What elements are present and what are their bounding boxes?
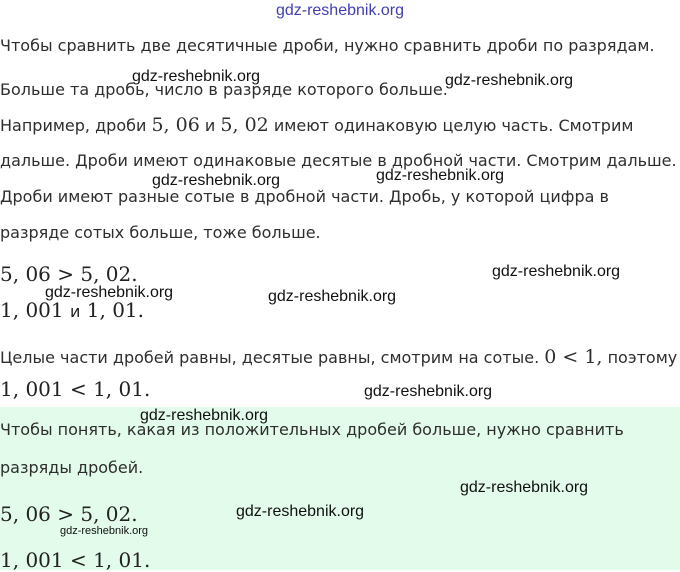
header-watermark: gdz-reshebnik.org (275, 2, 405, 19)
paragraph3-text: Целые части дробей равны, десятые равны, смотрим на сотые. (0, 348, 540, 367)
number-b: 5, 02 (220, 114, 269, 136)
answer-math2: 1, 001 < 1, 01. (0, 548, 151, 572)
paragraph2-line2: дальше. Дроби имеют одинаковые десятые в дробной части. Смотрим дальше. (0, 151, 677, 170)
watermark: gdz-reshebnik.org (376, 167, 505, 184)
answer-math1: 5, 06 > 5, 02. (0, 502, 138, 526)
paragraph2-line4: разряде сотых больше, тоже больше. (0, 223, 321, 242)
paragraph3-after: поэтому (607, 348, 678, 367)
number-a: 5, 06 (151, 114, 200, 136)
watermark: gdz-reshebnik.org (45, 284, 174, 301)
example3-math: 1, 001 < 1, 01. (0, 377, 151, 401)
answer-line2: разряды дробей. (0, 458, 144, 477)
paragraph3 (0, 346, 677, 368)
watermark: gdz-reshebnik.org (460, 479, 589, 496)
paragraph1-line1: Чтобы сравнить две десятичные дроби, нужно сравнить дроби по разрядам. (0, 36, 655, 55)
answer-line1: Чтобы понять, какая из положительных дробей больше, нужно сравнить (0, 420, 624, 439)
paragraph1-line2: Больше та дробь, число в разряде которого больше. (0, 80, 448, 99)
example1-math: 5, 06 > 5, 02. (0, 262, 138, 286)
paragraph3-math: 0 < 1, (544, 346, 603, 368)
paragraph2-line3: Дроби имеют разные сотые в дробной части. Дробь, у которой цифра в (0, 187, 609, 206)
watermark: gdz-reshebnik.org (268, 288, 397, 305)
paragraph2-line1 (0, 114, 633, 136)
watermark: gdz-reshebnik.org (152, 172, 281, 189)
watermark-small: gdz-reshebnik.org (60, 525, 149, 537)
watermark: gdz-reshebnik.org (140, 407, 269, 424)
watermark: gdz-reshebnik.org (132, 68, 261, 85)
and-word: и (204, 116, 216, 135)
paragraph2-line1-end: имеют одинаковую целую часть. Смотрим (273, 116, 634, 135)
watermark: gdz-reshebnik.org (236, 503, 365, 520)
watermark: gdz-reshebnik.org (492, 263, 621, 280)
watermark: gdz-reshebnik.org (445, 72, 574, 89)
example2-a: 1, 001 (0, 298, 64, 322)
example2-b: 1, 01. (86, 298, 144, 322)
watermark: gdz-reshebnik.org (364, 383, 493, 400)
paragraph2-line1-start: Например, дроби (0, 116, 147, 135)
example2-and: и (69, 302, 81, 321)
